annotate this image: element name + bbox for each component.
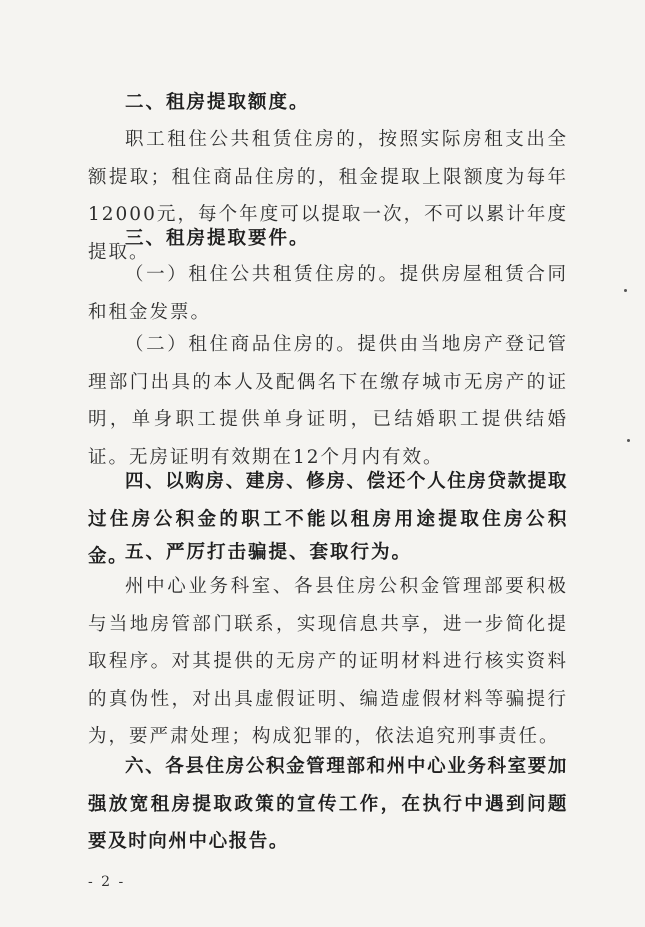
section2-heading: 二、租房提取额度。 bbox=[125, 92, 310, 113]
section6-text: 六、各县住房公积金管理部和州中心业务科室要加强放宽租房提取政策的宣传工作，在执行中遇到问题要及时向州中心报告。 bbox=[88, 756, 568, 852]
section3-item1: （一）租住公共租赁住房的。提供房屋租赁合同和租金发票。 bbox=[88, 264, 568, 323]
section3-item2: （二）租住商品住房的。提供由当地房产登记管理部门出具的本人及配偶名下在缴存城市无房产的证明，单身职工提供单身证明，已结婚职工提供结婚证。无房证明有效期在12个月内有效。 bbox=[88, 334, 568, 468]
section5-heading: 五、严厉打击骗提、套取行为。 bbox=[125, 542, 413, 563]
scan-speck bbox=[624, 289, 627, 292]
section5-body: 州中心业务科室、各县住房公积金管理部要积极与当地房管部门联系，实现信息共享，进一步简化提取程序。对其提供的无房产的证明材料进行核实资料的真伪性，对出具虚假证明、编造虚假材料等骗提行为，要严肃处理；构成犯罪的，依法追究刑事责任。 bbox=[88, 576, 568, 747]
section2-body: 职工租住公共租赁住房的，按照实际房租支出全额提取；租住商品住房的，租金提取上限额度为每年12000元，每个年度可以提取一次，不可以累计年度提取。 bbox=[88, 129, 568, 263]
section4-text: 四、以购房、建房、修房、偿还个人住房贷款提取过住房公积金的职工不能以租房用途提取住房公积金。 bbox=[88, 471, 568, 567]
scan-speck bbox=[627, 439, 630, 442]
page-number: - 2 - bbox=[88, 874, 126, 890]
section3-heading: 三、租房提取要件。 bbox=[125, 228, 310, 249]
